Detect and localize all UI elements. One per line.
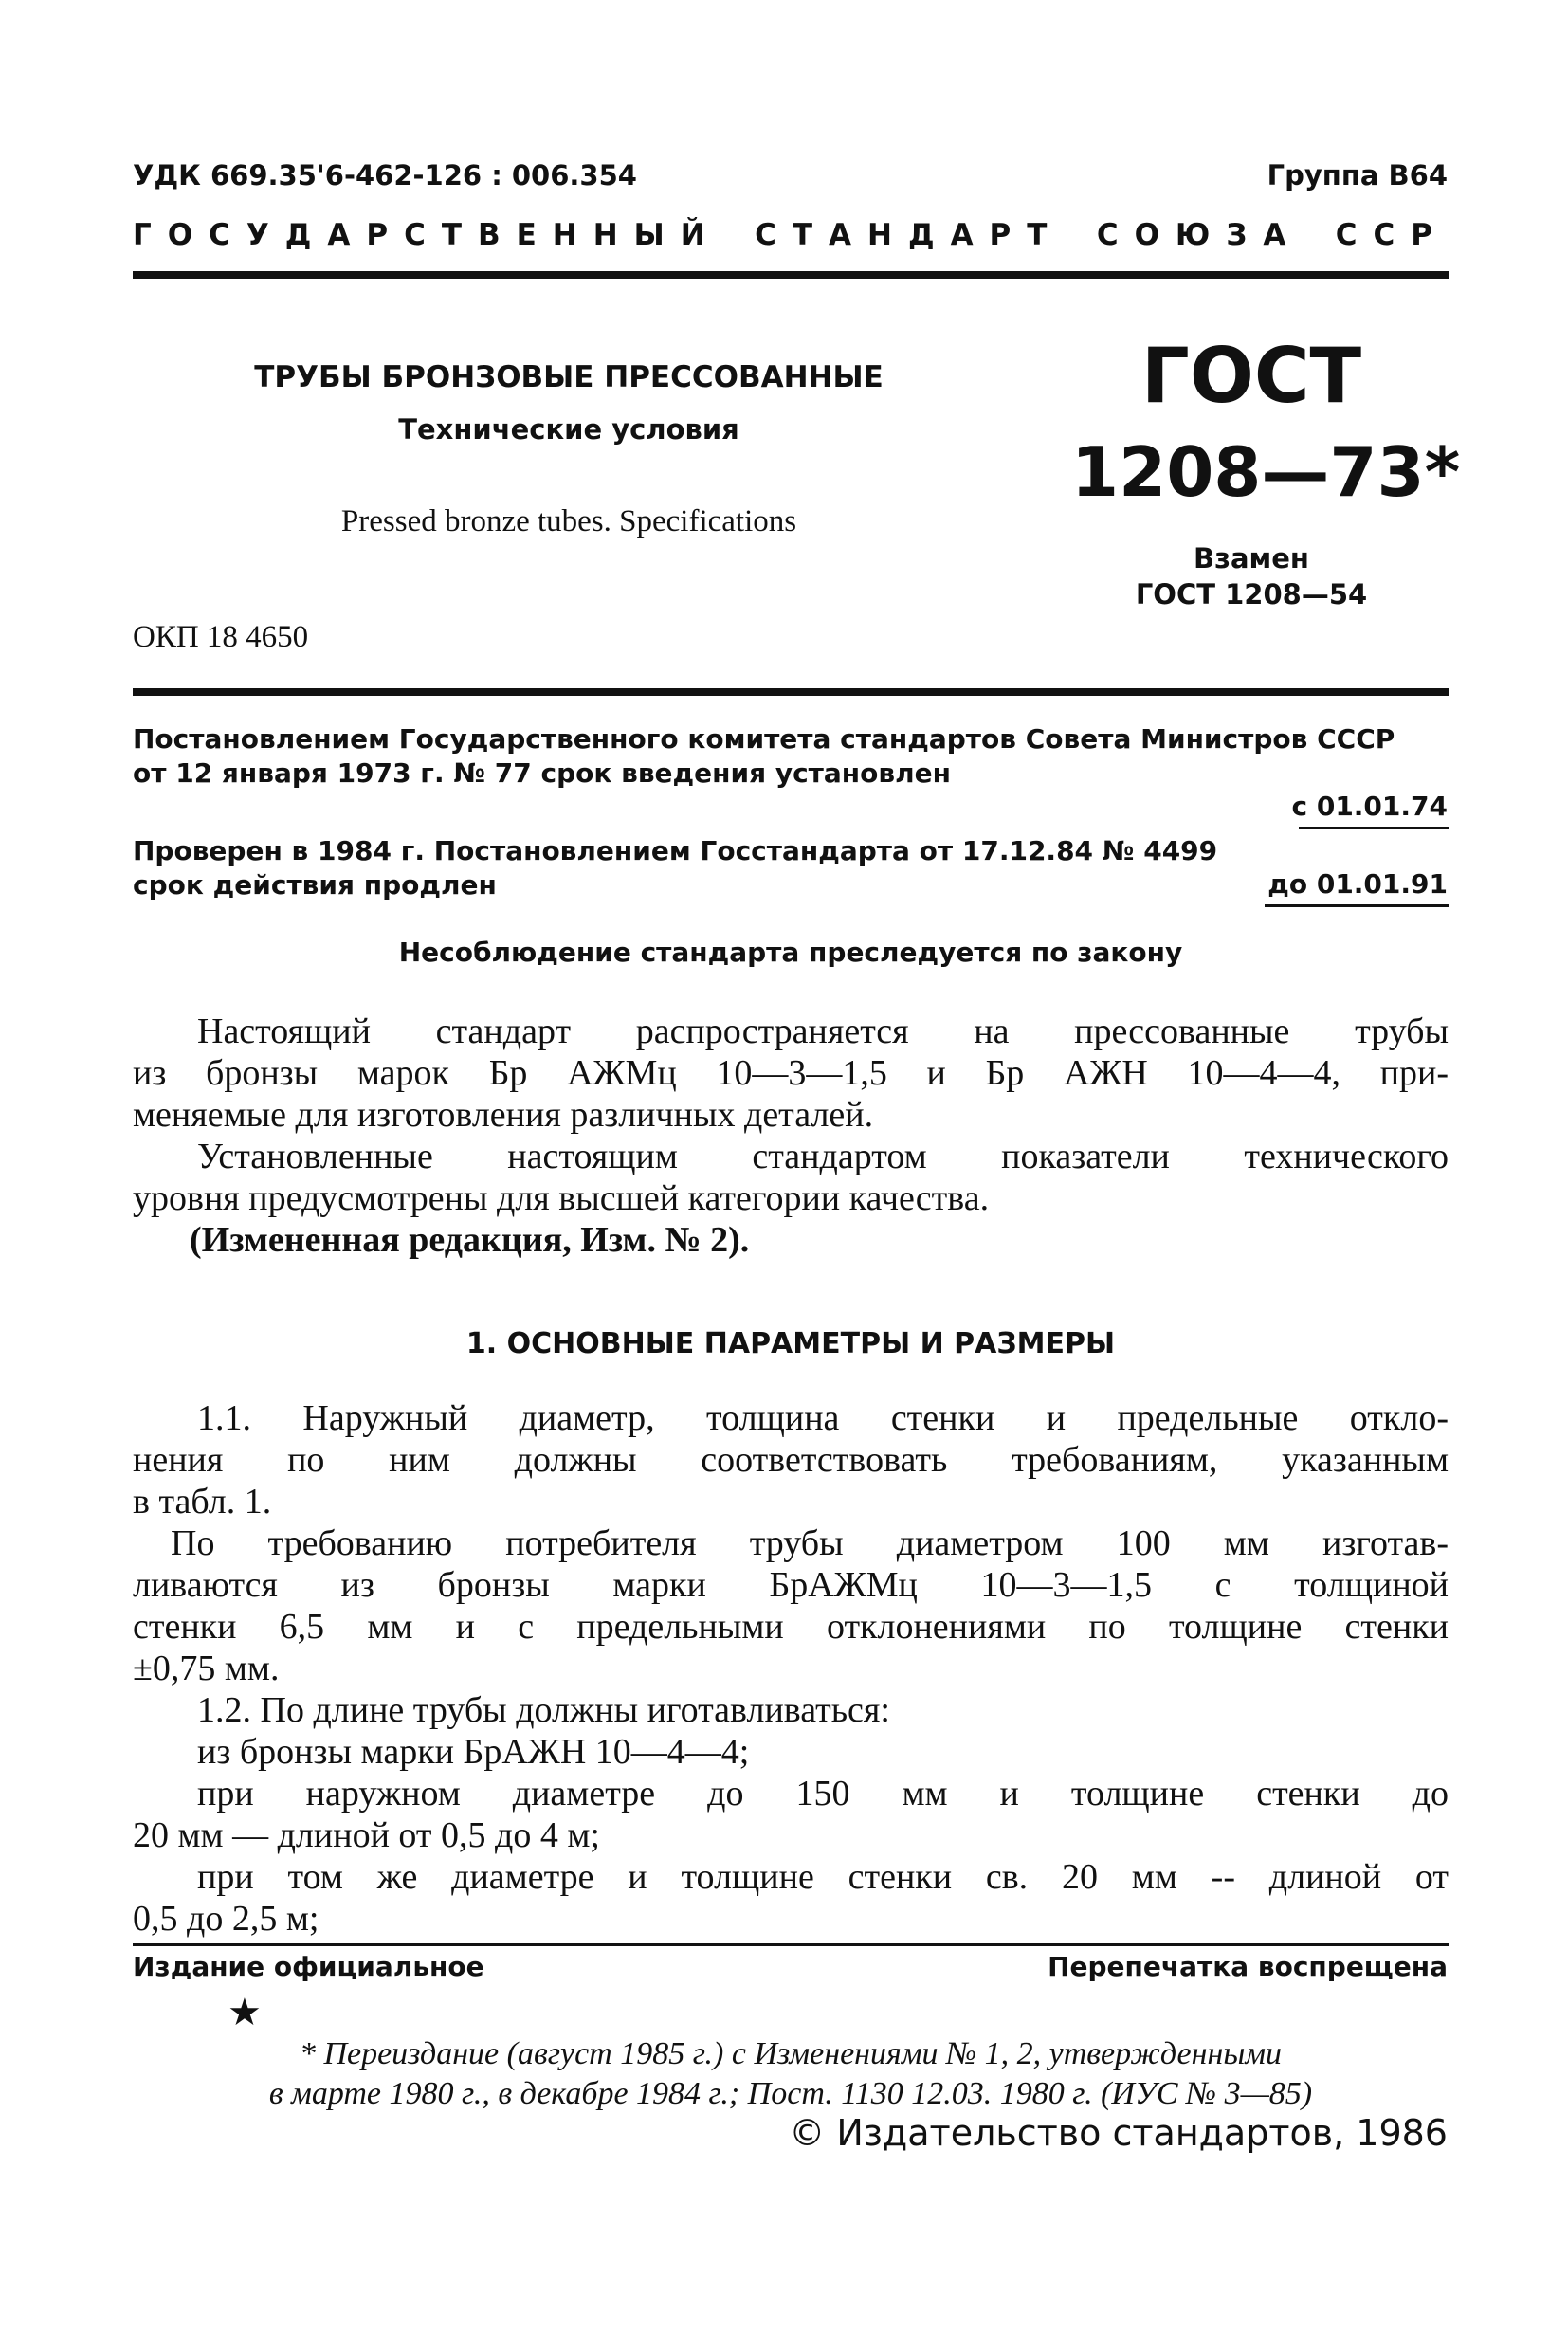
section-line: при том же диаметре и толщине стенки св. 20 мм -- длиной от — [197, 1857, 1449, 1897]
extended-date-rule — [1265, 904, 1449, 907]
effective-date-rule — [1299, 827, 1449, 829]
intro-line: уровня предусмотрены для высшей категории качества. — [133, 1178, 990, 1218]
decree-line: Постановлением Государственного комитета стандартов Совета Министров СССР — [133, 723, 1395, 755]
section-line: ±0,75 мм. — [133, 1649, 280, 1688]
gost-number: 1208—73* — [1071, 432, 1461, 512]
section-line: 20 мм — длиной от 0,5 до 4 м; — [133, 1815, 600, 1855]
intro-line: Настоящий стандарт распространяется на прессованные трубы — [197, 1011, 1449, 1051]
reissue-note-line: в марте 1980 г., в декабре 1984 г.; Пост. 1130 12.03. 1980 г. (ИУС № 3—85) — [268, 2076, 1313, 2111]
reprint-prohibited: Перепечатка воспрещена — [1048, 1951, 1448, 1982]
document-title: ТРУБЫ БРОНЗОВЫЕ ПРЕССОВАННЫЕ — [254, 360, 884, 394]
document-subtitle: Технические условия — [398, 413, 739, 446]
replaces-label: Взамен — [1194, 542, 1309, 574]
udk-code: УДК 669.35'6-462-126 : 006.354 — [133, 159, 637, 191]
banner-word: СТАНДАРТ — [755, 218, 1064, 252]
decree-line: от 12 января 1973 г. № 77 срок введения установлен — [133, 757, 951, 789]
state-standard-banner — [133, 218, 1449, 252]
banner-word: ССР — [1335, 218, 1449, 252]
checked-text — [133, 834, 1217, 902]
section-line: в табл. 1. — [133, 1482, 272, 1522]
gost-label: ГОСТ — [1140, 332, 1362, 420]
section-line: из бронзы марки БрАЖН 10—4—4; — [197, 1732, 750, 1772]
intro-line: из бронзы марок Бр АЖМц 10—3—1,5 и Бр АЖН 10—4—4, при- — [133, 1053, 1449, 1093]
official-edition: Издание официальное — [133, 1951, 484, 1982]
group-code: Группа В64 — [1267, 159, 1448, 191]
header-rule-thick — [133, 271, 1449, 279]
checked-line: Проверен в 1984 г. Постановлением Госстандарта от 17.12.84 № 4499 — [133, 835, 1218, 866]
amendment-note: (Измененная редакция, Изм. № 2). — [190, 1220, 750, 1260]
title-rule-thick — [133, 688, 1449, 696]
intro-line: меняемые для изготовления различных деталей. — [133, 1095, 874, 1135]
section-line: 1.1. Наружный диаметр, толщина стенки и предельные откло- — [197, 1398, 1449, 1438]
banner-word: ГОСУДАРСТВЕННЫЙ — [133, 218, 721, 252]
section-line: нения по ним должны соответствовать требованиям, указанным — [133, 1440, 1449, 1480]
effective-date: с 01.01.74 — [1291, 791, 1448, 822]
publisher-copyright: © Издательство стандартов, 1986 — [789, 2112, 1448, 2154]
replaces-block — [1071, 540, 1431, 612]
star-icon: ★ — [228, 1991, 262, 2034]
reissue-note-line: * Переиздание (август 1985 г.) с Изменениями № 1, 2, утвержденными — [299, 2036, 1283, 2071]
legal-warning: Несоблюдение стандарта преследуется по закону — [398, 937, 1183, 968]
intro-line: Установленные настоящим стандартом показатели технического — [197, 1137, 1449, 1176]
english-title: Pressed bronze tubes. Specifications — [340, 504, 797, 538]
section-line: стенки 6,5 мм и с предельными отклонениями по толщине стенки — [133, 1607, 1449, 1647]
extended-date: до 01.01.91 — [1267, 868, 1448, 900]
footer-rule — [133, 1943, 1449, 1946]
okp-code: ОКП 18 4650 — [133, 620, 309, 654]
section-line: при наружном диаметре до 150 мм и толщине стенки до — [197, 1774, 1449, 1813]
section-line: 1.2. По длине трубы должны иготавливаться: — [197, 1690, 890, 1730]
decree-text — [133, 722, 1395, 791]
section-line: 0,5 до 2,5 м; — [133, 1899, 319, 1939]
section-line: По требованию потребителя трубы диаметром 100 мм изготав- — [171, 1523, 1449, 1563]
checked-line: срок действия продлен — [133, 869, 497, 901]
banner-word: СОЮЗА — [1096, 218, 1303, 252]
section-heading: 1. ОСНОВНЫЕ ПАРАМЕТРЫ И РАЗМЕРЫ — [465, 1327, 1116, 1360]
replaces-number: ГОСТ 1208—54 — [1135, 578, 1368, 611]
section-line: ливаются из бронзы марки БрАЖМц 10—3—1,5 с толщиной — [133, 1565, 1449, 1605]
